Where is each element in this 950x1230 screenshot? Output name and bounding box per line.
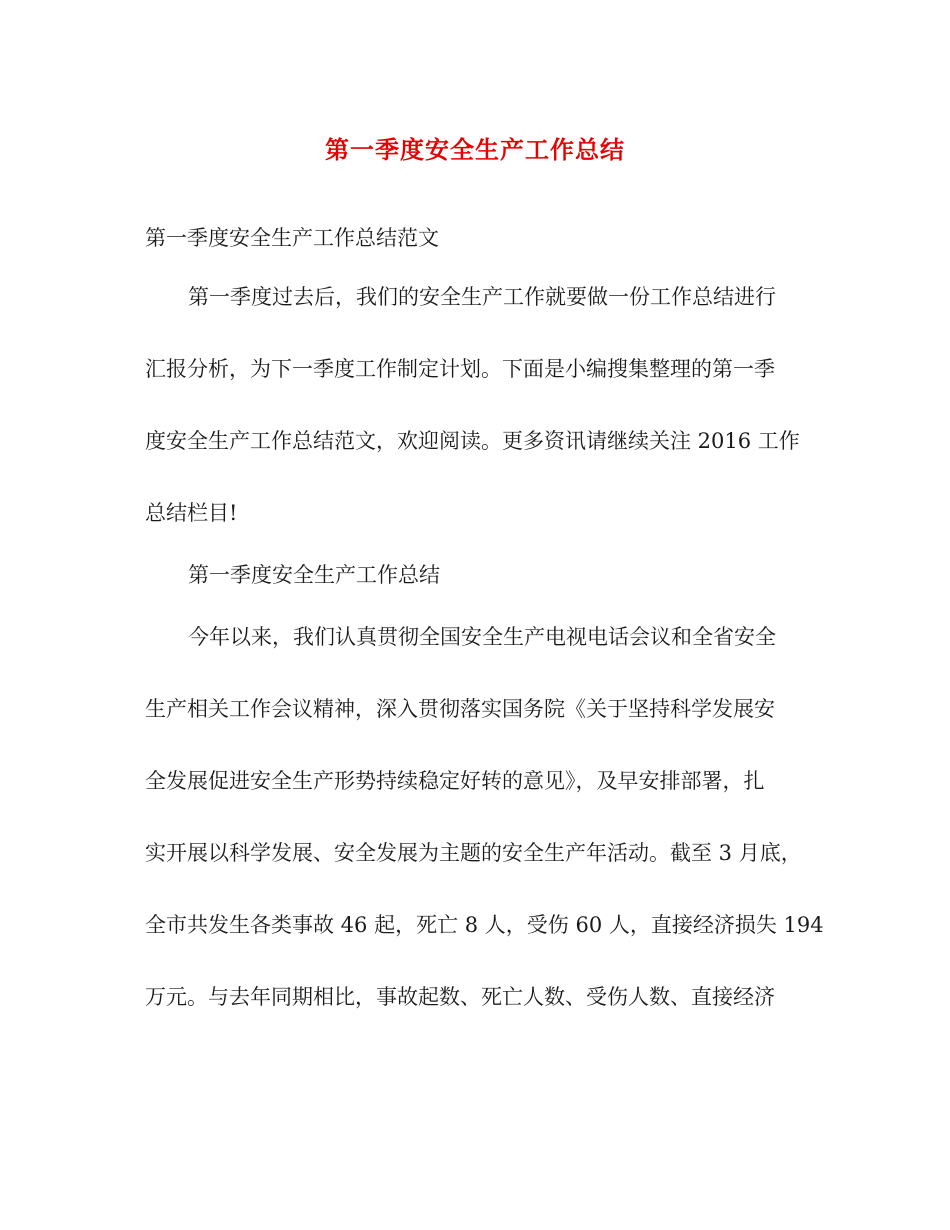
- body-line-6: 万元。与去年同期相比，事故起数、死亡人数、受伤人数、直接经济: [145, 985, 775, 1009]
- body-line-3: 全发展促进安全生产形势持续稳定好转的意见》，及早安排部署，扎: [145, 769, 765, 793]
- body-line-2: 生产相关工作会议精神，深入贯彻落实国务院《关于坚持科学发展安: [145, 697, 775, 721]
- document-title: 第一季度安全生产工作总结: [325, 135, 625, 164]
- body-line-1: 今年以来，我们认真贯彻全国安全生产电视电话会议和全省安全: [188, 625, 776, 649]
- intro-line-2: 汇报分析，为下一季度工作制定计划。下面是小编搜集整理的第一季: [145, 357, 775, 381]
- body-line-5: 全市共发生各类事故 46 起，死亡 8 人，受伤 60 人，直接经济损失 194: [145, 913, 824, 937]
- document-subtitle: 第一季度安全生产工作总结范文: [145, 226, 439, 250]
- section-heading: 第一季度安全生产工作总结: [188, 563, 440, 587]
- intro-line-4: 总结栏目!: [145, 501, 238, 525]
- body-line-4: 实开展以科学发展、安全发展为主题的安全生产年活动。截至 3 月底，: [145, 841, 802, 865]
- intro-line-1: 第一季度过去后，我们的安全生产工作就要做一份工作总结进行: [188, 285, 776, 309]
- intro-line-3: 度安全生产工作总结范文，欢迎阅读。更多资讯请继续关注 2016 工作: [145, 429, 800, 453]
